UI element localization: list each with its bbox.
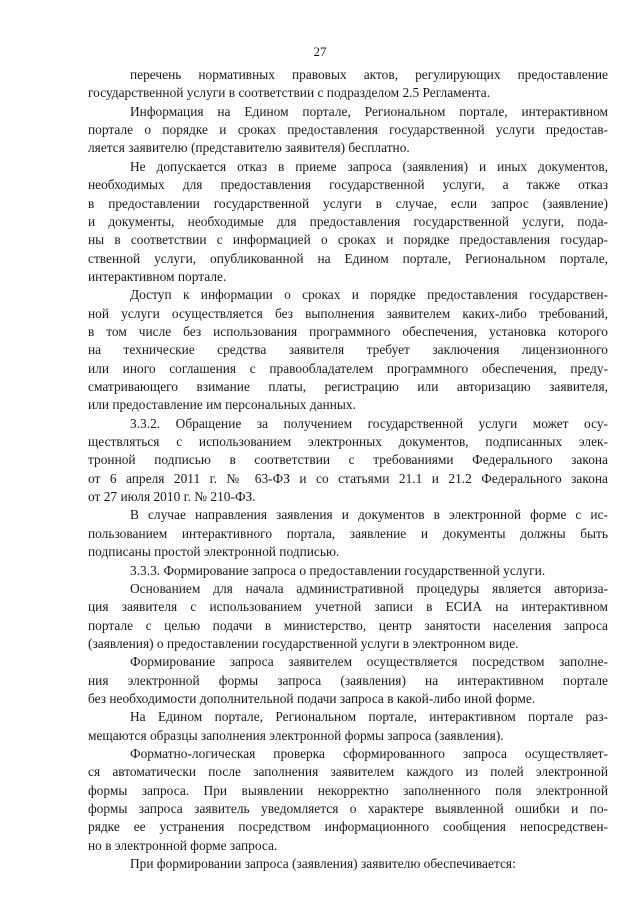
text-line: необходимых для предоставления государственной услуги, а также отказ — [88, 177, 608, 193]
text-line: Информация на Едином портале, Региональном портале, интерактивном — [130, 103, 608, 119]
text-line: Не допускается отказ в приеме запроса (заявления) и иных документов, — [130, 158, 608, 174]
text-line: на технические средства заявителя требует заключения лицензионного — [88, 342, 608, 358]
text-line: в предоставлении государственной услуги в случае, если запрос (заявление) — [88, 195, 608, 211]
text-line: перечень нормативных правовых актов, регулирующих предоставление — [130, 67, 608, 82]
text-line: ществляться с использованием электронных документов, подписанных элек- — [88, 434, 608, 449]
text-line: или иного соглашения с правообладателем программного обеспечения, преду- — [88, 360, 608, 376]
text-line: ной услуги осуществляется без выполнения заявителем каких-либо требований, — [88, 305, 608, 321]
text-line: ственной услуги, опубликованной на Едином портале, Региональном портале, — [88, 250, 608, 266]
text-line: мещаются образцы заполнения электронной формы запроса (заявления). — [88, 727, 504, 743]
text-line: ния электронной формы запроса (заявления) на интерактивном портале — [88, 672, 608, 688]
text-line: формы запроса заявитель уведомляется о характере выявленной ошибки и по- — [88, 801, 608, 816]
text-line: без необходимости дополнительной подачи запроса в какой-либо иной форме. — [88, 690, 536, 706]
text-line: При формировании запроса (заявления) заявителю обеспечивается: — [130, 856, 516, 872]
text-line: но в электронной форме запроса. — [88, 837, 278, 853]
text-line: Доступ к информации о сроках и порядке предоставления государствен- — [130, 287, 608, 303]
text-line: рядке ее устранения посредством информационного сообщения непосредствен- — [88, 819, 608, 835]
text-line: (заявления) о предоставлении государственной услуги в электронном виде. — [88, 635, 519, 651]
text-line: и документы, необходимые для предоставления государственной услуги, пода- — [88, 213, 608, 229]
text-line: или предоставление им персональных данных. — [88, 397, 356, 413]
text-line: портале о порядке и сроках предоставления государственной услуги предостав- — [88, 122, 608, 138]
text-line: Форматно-логическая проверка сформированного запроса осуществляет- — [130, 746, 608, 761]
text-line: в том числе без использования программного обеспечения, установка которого — [88, 323, 608, 339]
text-line: ся автоматически после заполнения заявителем каждого из полей электронной — [88, 764, 608, 780]
text-line: ны в соответствии с информацией о сроках и порядке предоставления государ- — [88, 232, 608, 248]
text-line: от 6 апреля 2011 г. № 63-ФЗ и со статьями 21.1 и 21.2 Федерального закона — [88, 470, 608, 486]
text-line: интерактивном портале. — [88, 268, 227, 284]
text-line: государственной услуги в соответствии с подразделом 2.5 Регламента. — [88, 85, 491, 101]
text-line: ция заявителя с использованием учетной записи в ЕСИА на интерактивном — [88, 599, 608, 615]
text-line: портале с целью подачи в министерство, центр занятости населения запроса — [88, 617, 608, 633]
text-line: 3.3.3. Формирование запроса о предоставлении государственной услуги. — [130, 562, 546, 578]
text-line: подписаны простой электронной подписью. — [88, 544, 340, 560]
text-line: 3.3.2. Обращение за получением государственной услуги может осу- — [130, 415, 608, 431]
page-number: 27 — [313, 44, 327, 59]
text-line: сматривающего взимание платы, регистрацию или авторизацию заявителя, — [88, 379, 608, 394]
text-line: от 27 июля 2010 г. № 210-ФЗ. — [88, 489, 256, 505]
text-line: формы запроса. При выявлении некорректно заполненного поля электронной — [88, 782, 608, 798]
text-line: пользованием интерактивного портала, заявление и документы должны быть — [88, 525, 608, 541]
text-line: ляется заявителю (представителю заявителя) бесплатно. — [88, 140, 410, 156]
text-line: тронной подписью в соответствии с требованиями Федерального закона — [88, 452, 608, 468]
text-line: На Едином портале, Региональном портале, интерактивном портале раз- — [130, 709, 608, 725]
text-line: Основанием для начала административной процедуры является авториза- — [130, 580, 608, 596]
text-line: В случае направления заявления и документов в электронной форме с ис- — [130, 507, 608, 523]
text-line: Формирование запроса заявителем осуществляется посредством заполне- — [130, 654, 608, 670]
